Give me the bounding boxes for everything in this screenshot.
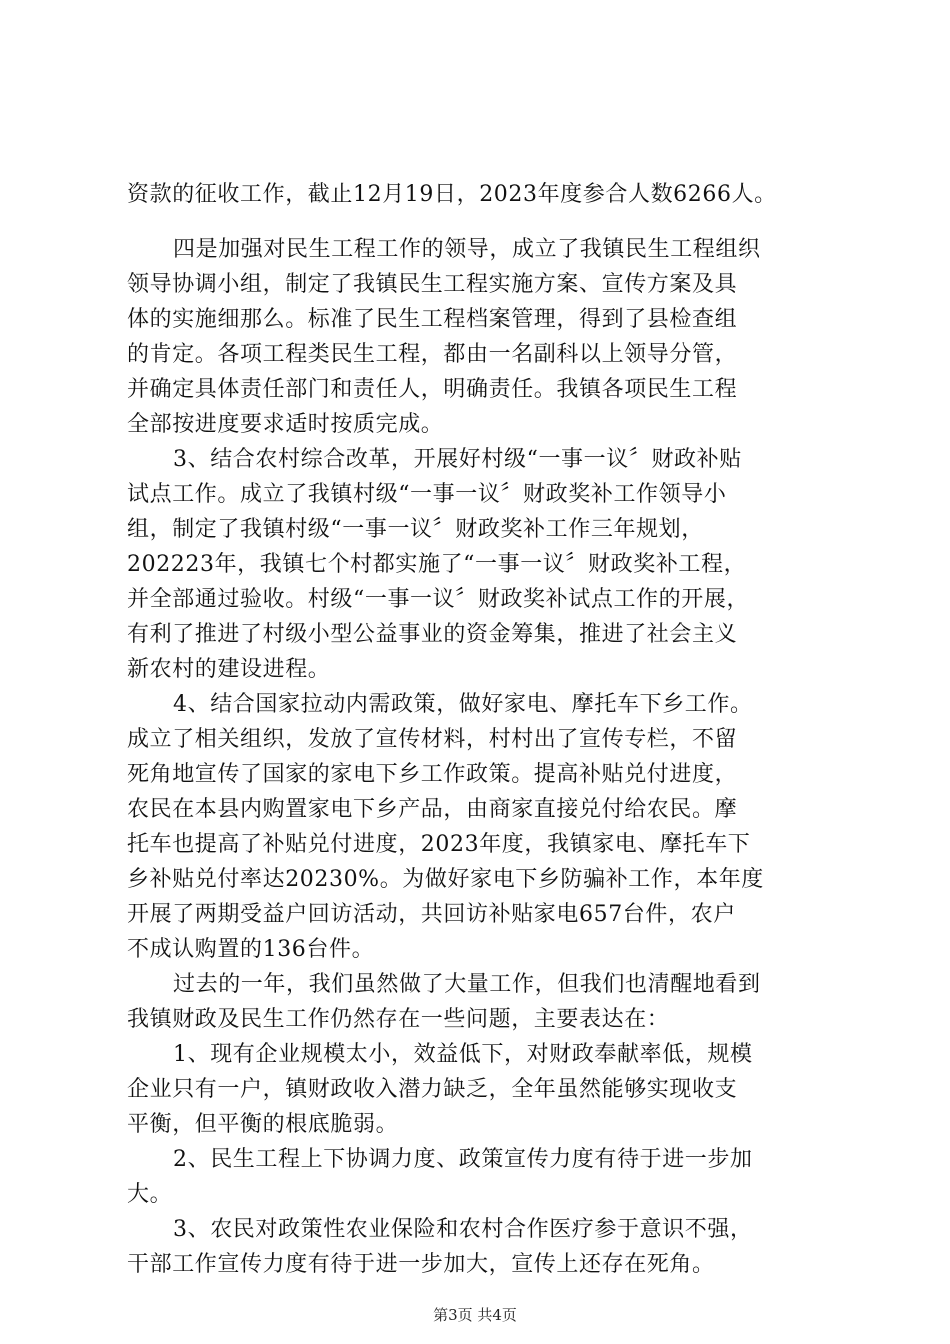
text-line: 企业只有一户，镇财政收入潜力缺乏，全年虽然能够实现收支 xyxy=(127,1077,738,1102)
text-line: 不成认购置的136台件。 xyxy=(127,937,375,962)
paragraph-line: 2、民生工程上下协调力度、政策宣传力度有待于进一步加 xyxy=(173,1147,753,1172)
text-line: 我镇财政及民生工作仍然存在一些问题，主要表达在： xyxy=(127,1007,670,1032)
text-line: 成立了相关组织，发放了宣传材料，村村出了宣传专栏，不留 xyxy=(127,727,738,752)
text-line: 组，制定了我镇村级“一事一议〞财政奖补工作三年规划， xyxy=(127,517,704,542)
paragraph-line: 1、现有企业规模太小，效益低下，对财政奉献率低，规模 xyxy=(173,1042,753,1067)
text-line: 农民在本县内购置家电下乡产品，由商家直接兑付给农民。摩 xyxy=(127,797,738,822)
text-line: 并全部通过验收。村级“一事一议〞财政奖补试点工作的开展， xyxy=(127,587,750,612)
text-line: 死角地宣传了国家的家电下乡工作政策。提高补贴兑付进度， xyxy=(127,762,738,787)
text-line: 有利了推进了村级小型公益事业的资金筹集，推进了社会主义 xyxy=(127,622,738,647)
text-line: 大。 xyxy=(127,1182,173,1207)
paragraph-line: 四是加强对民生工程工作的领导，成立了我镇民生工程组织 xyxy=(173,237,761,262)
paragraph-line: 4、结合国家拉动内需政策，做好家电、摩托车下乡工作。 xyxy=(173,692,753,717)
paragraph-line: 过去的一年，我们虽然做了大量工作，但我们也清醒地看到 xyxy=(173,972,761,997)
text-line: 试点工作。成立了我镇村级“一事一议〞财政奖补工作领导小 xyxy=(127,482,727,507)
text-line: 托车也提高了补贴兑付进度，2023年度，我镇家电、摩托车下 xyxy=(127,832,751,857)
paragraph-line: 3、结合农村综合改革，开展好村级“一事一议〞财政补贴 xyxy=(173,447,742,472)
text-line: 全部按进度要求适时按质完成。 xyxy=(127,412,444,437)
text-line: 并确定具体责任部门和责任人，明确责任。我镇各项民生工程 xyxy=(127,377,738,402)
page-number-footer: 第3页 共4页 xyxy=(433,1306,517,1324)
text-line: 体的实施细那么。标准了民生工程档案管理，得到了县检查组 xyxy=(127,307,738,332)
text-line: 202223年，我镇七个村都实施了“一事一议〞财政奖补工程， xyxy=(127,552,747,577)
text-line: 平衡，但平衡的根底脆弱。 xyxy=(127,1112,399,1137)
text-line: 乡补贴兑付率达20230%。为做好家电下乡防骗补工作，本年度 xyxy=(127,867,764,892)
paragraph-line: 3、农民对政策性农业保险和农村合作医疗参于意识不强， xyxy=(173,1217,753,1242)
text-line: 资款的征收工作，截止12月19日，2023年度参合人数6266人。 xyxy=(127,182,777,207)
text-line: 新农村的建设进程。 xyxy=(127,657,331,682)
text-line: 开展了两期受益户回访活动，共回访补贴家电657台件，农户 xyxy=(127,902,736,927)
text-line: 领导协调小组，制定了我镇民生工程实施方案、宣传方案及具 xyxy=(127,272,738,297)
text-line: 干部工作宣传力度有待于进一步加大，宣传上还存在死角。 xyxy=(127,1252,715,1277)
text-line: 的肯定。各项工程类民生工程，都由一名副科以上领导分管， xyxy=(127,342,738,367)
